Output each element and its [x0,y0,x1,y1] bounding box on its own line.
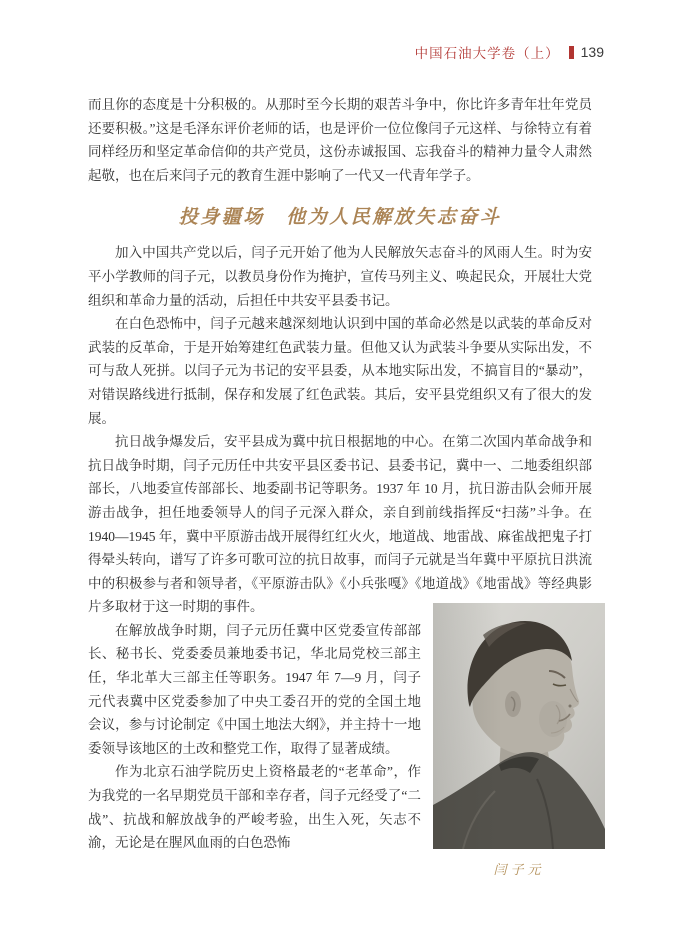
photo-caption: 闫子元 [493,861,545,877]
page-body [88,93,592,877]
body-paragraph: 而且你的态度是十分积极的。从那时至今长期的艰苦斗争中，你比许多青年壮年党员还要积极。”这是毛泽东评价老师的话，也是评价一位位像闫子元这样、与徐特立有着同样经历和坚定革命信仰的共产党员，这份赤诚报国、忘我奋斗的精神力量令人肃然起敬，也在后来闫子元的教育生涯中影响了一代又一代青年学子。 [88,97,592,183]
section-heading: 投身疆场 他为人民解放矢志奋斗 [178,206,502,229]
photo-figure [433,603,605,882]
body-paragraph: 抗日战争爆发后，安平县成为冀中抗日根据地的中心。在第二次国内革命战争和抗日战争时期，闫子元历任中共安平县区委书记、县委书记，冀中一、二地委组织部部长，八地委宣传部部长、地委副书记等职务。1937 年 10 月，抗日游击队会师开展游击战争，担任地委领导人的闫子元深入群众，亲自到前线指挥反“扫荡”斗争。在1940—1945 年，冀中平原游击战开展得红红火火，地道战、地雷战、麻雀战把鬼子打得晕头转向，谱写了许多可歌可泣的抗日故事，而闫子元就是当年冀中平原抗日洪流中的积极参与者和领导者，《平原游击队》《小兵张嘎》《地道战》《地雷战》等经典影片多取材于这一时期的事件。 [88,434,592,615]
running-head-title: 中国石油大学卷（上） [414,46,560,61]
header-divider-bar [569,46,574,59]
page-number: 139 [580,44,604,60]
page-header [88,44,604,60]
portrait-photo [433,603,605,849]
body-paragraph: 在白色恐怖中，闫子元越来越深刻地认识到中国的革命必然是以武装的革命反对武装的反革命，于是开始筹建红色武装力量。但他又认为武装斗争要从实际出发，不可与敌人死拼。以闫子元为书记的安平县委，从本地实际出发，不搞盲目的“暴动”，对错误路线进行抵制，保存和发展了红色武装。其后，安平县党组织又有了很大的发展。 [88,316,592,426]
body-paragraph: 在解放战争时期，闫子元历任冀中区党委宣传部部长、秘书长、党委委员兼地委书记，华北局党校三部主任，华北革大三部主任等职务。1947 年 7—9 月，闫子元代表冀中区党委参加了中央工委召开的党的全国土地会议，参与讨论制定《中国土地法大纲》，并主持十一地委领导该地区的土改和整党工作，取得了显著成绩。 [88,622,421,756]
body-paragraph: 作为北京石油学院历史上资格最老的“老革命”，作为我党的一名早期党员干部和幸存者，闫子元经受了“二战”、抗战和解放战争的严峻考验，出生入死，矢志不渝，无论是在腥风血雨的白色恐怖 [88,764,421,851]
body-paragraph: 加入中国共产党以后，闫子元开始了他为人民解放矢志奋斗的风雨人生。时为安平小学教师的闫子元，以教员身份作为掩护，宣传马列主义、唤起民众，开展壮大党组织和革命力量的活动，后担任中共安平县委书记。 [88,245,592,308]
